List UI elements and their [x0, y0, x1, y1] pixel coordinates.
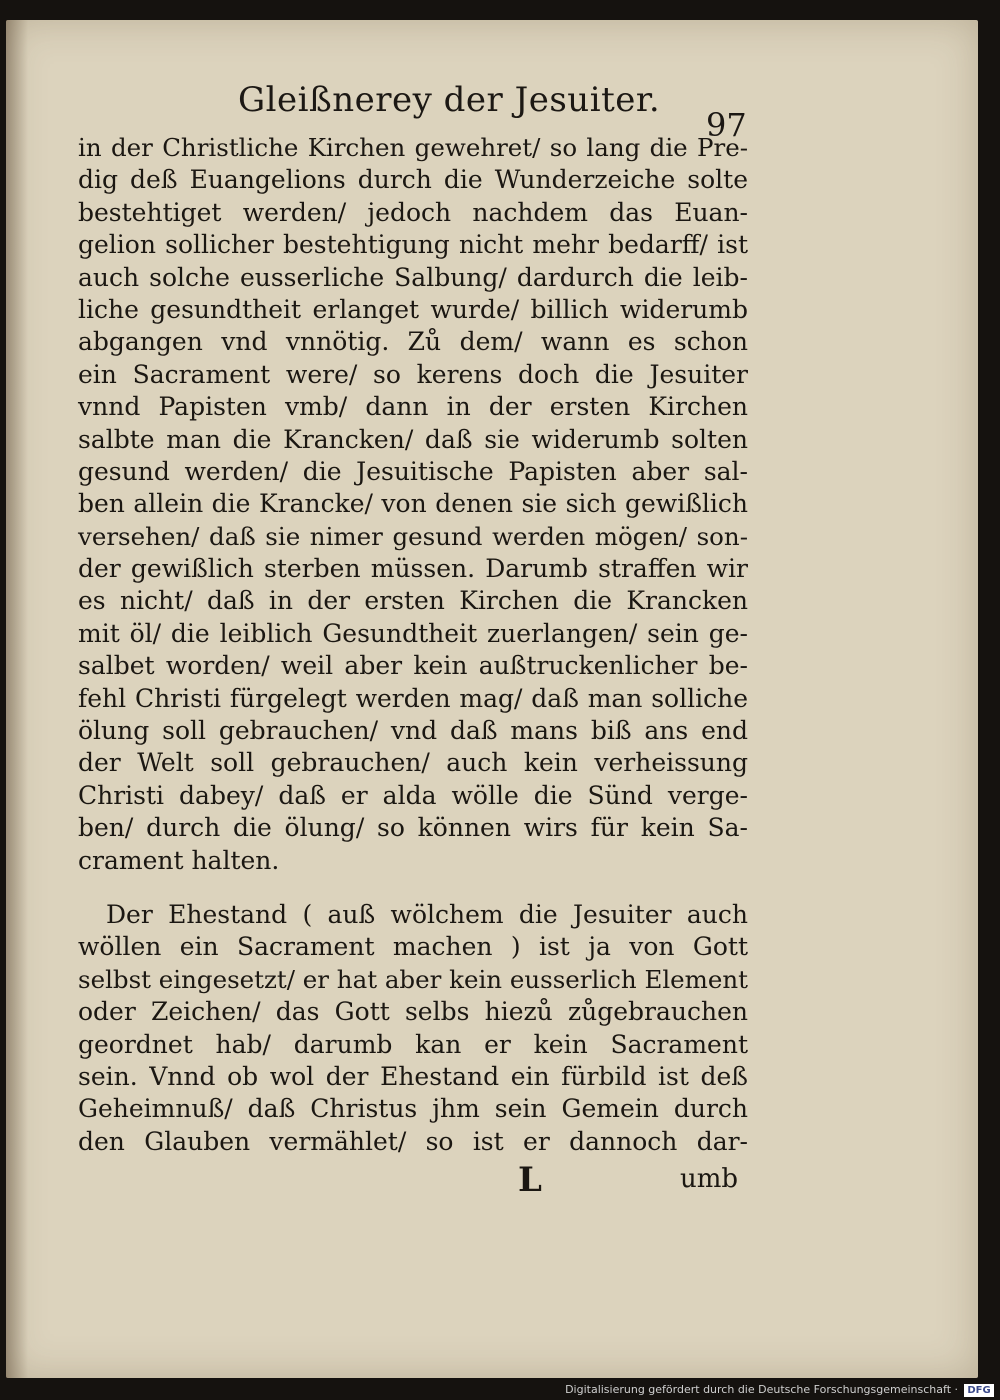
text-line: der Welt soll gebrauchen/ auch kein verheissung: [78, 748, 748, 778]
text-line: wöllen ein Sacrament machen ) ist ja von Gott: [78, 932, 748, 962]
text-line: gelion sollicher bestehtigung nicht mehr bedarff/ ist: [78, 230, 748, 260]
text-line: abgangen vnd vnnötig. Zů dem/ wann es schon: [78, 327, 748, 357]
text-line: bestehtiget werden/ jedoch nachdem das Euan-: [78, 197, 748, 227]
text-line: ein Sacrament were/ so kerens doch die Jesuiter: [78, 359, 748, 389]
text-line: dig deß Euangelions durch die Wunderzeiche solte: [78, 165, 748, 195]
credit-text: Digitalisierung gefördert durch die Deutsche Forschungsgemeinschaft ·: [565, 1383, 958, 1396]
text-line: liche gesundtheit erlanget wurde/ billich widerumb: [78, 294, 748, 324]
text-line: ölung soll gebrauchen/ vnd daß mans biß ans end: [78, 716, 748, 746]
text-line: salbte man die Krancken/ daß sie widerumb solten: [78, 424, 748, 454]
running-head: Gleißnerey der Jesuiter.: [238, 80, 661, 120]
text-line: salbet worden/ weil aber kein außtruckenlicher be-: [78, 651, 748, 681]
text-line: Geheimnuß/ daß Christus jhm sein Gemein durch: [78, 1094, 748, 1124]
paragraph-gap: [78, 877, 748, 899]
text-line: fehl Christi fürgelegt werden mag/ daß man solliche: [78, 683, 748, 713]
text-line: mit öl/ die leiblich Gesundtheit zuerlangen/ sein ge-: [78, 618, 748, 648]
text-line: crament halten.: [78, 845, 280, 875]
text-line: vnnd Papisten vmb/ dann in der ersten Kirchen: [78, 392, 748, 422]
text-line: der gewißlich sterben müssen. Darumb straffen wir: [78, 554, 748, 584]
page-number: 97: [706, 106, 747, 144]
text-line: versehen/ daß sie nimer gesund werden mögen/ son-: [78, 521, 748, 551]
text-line: auch solche eusserliche Salbung/ dardurch die leib-: [78, 262, 748, 292]
page-footer: [518, 1160, 738, 1200]
text-line: es nicht/ daß in der ersten Kirchen die Krancken: [78, 586, 748, 616]
text-line: sein. Vnnd ob wol der Ehestand ein fürbild ist deß: [78, 1061, 748, 1091]
text-line: oder Zeichen/ das Gott selbs hiezů zůgebrauchen: [78, 997, 748, 1027]
text-block: [78, 132, 748, 1158]
text-line: gesund werden/ die Jesuitische Papisten aber sal-: [78, 456, 748, 486]
catchword: umb: [679, 1164, 738, 1194]
signature-mark: L: [518, 1160, 542, 1200]
text-line: selbst eingesetzt/ er hat aber kein eusserlich Element: [78, 964, 749, 994]
text-line: Der Ehestand ( auß wölchem die Jesuiter auch: [106, 899, 748, 929]
text-line: Christi dabey/ daß er alda wölle die Sünd verge-: [78, 780, 748, 810]
text-line: den Glauben vermählet/ so ist er dannoch dar-: [78, 1126, 748, 1156]
page-gutter-shadow: [6, 20, 28, 1378]
credit-bar: [0, 1382, 1000, 1400]
text-line: ben/ durch die ölung/ so können wirs für kein Sa-: [78, 813, 748, 843]
text-line: ben allein die Krancke/ von denen sie sich gewißlich: [78, 489, 748, 519]
text-line: geordnet hab/ darumb kan er kein Sacrament: [78, 1029, 748, 1059]
text-line: in der Christliche Kirchen gewehret/ so lang die Pre-: [78, 133, 748, 162]
dfg-logo-icon: DFG: [964, 1384, 994, 1397]
